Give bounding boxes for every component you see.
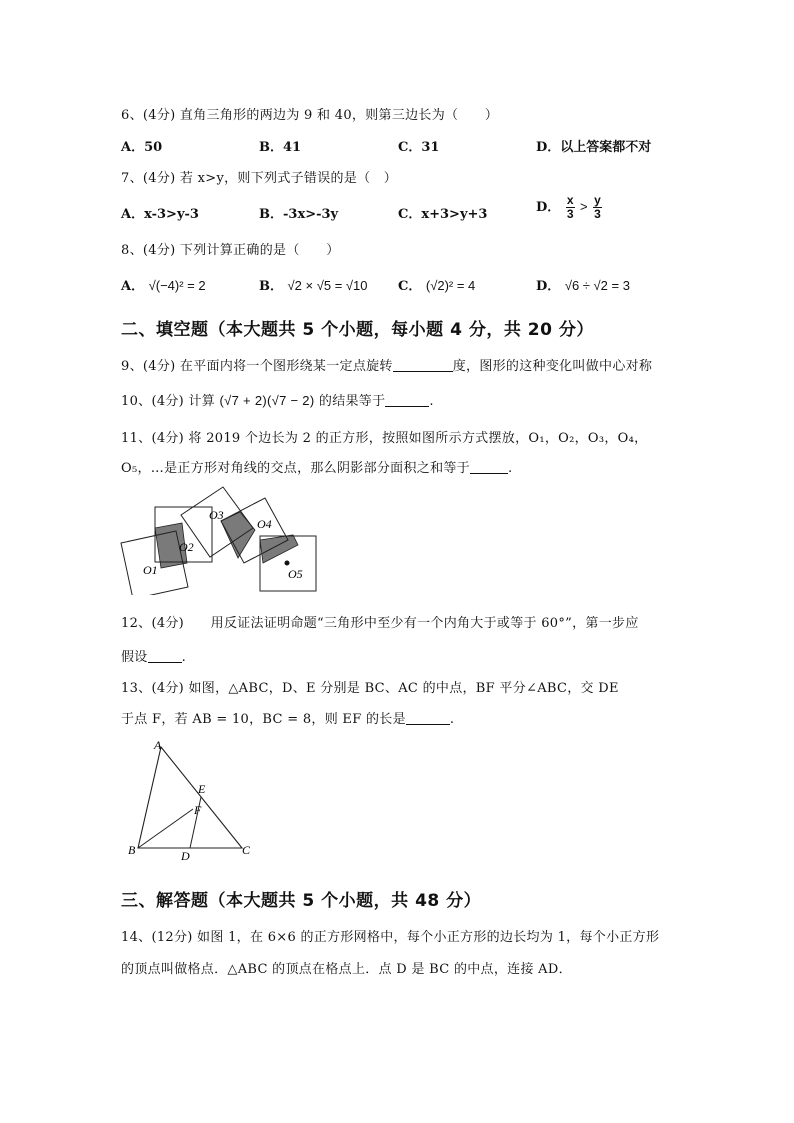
fraction-x-over-3: $\frac{x}{3}$: [566, 193, 574, 221]
answer-blank: [470, 461, 508, 474]
q6-option-b: B．41: [259, 140, 302, 155]
answer-blank: [385, 394, 429, 407]
question-11-line1: 11、(4分) 将 2019 个边长为 2 的正方形，按照如图所示方式摆放，O₁，O₂，O₃，O₄，: [121, 431, 648, 446]
center-dot-o5: [285, 561, 290, 566]
q8-option-a: A． √(−4)² = 2: [121, 278, 206, 294]
q7-option-a: A．x-3>y-3: [121, 207, 199, 222]
q7-option-b: B．-3x>-3y: [259, 207, 339, 222]
answer-blank: [406, 712, 450, 725]
label-d: D: [181, 849, 190, 863]
label-o5: O5: [288, 567, 303, 581]
q6-option-c: C．31: [398, 140, 440, 155]
label-c: C: [242, 843, 251, 857]
q8-option-c: C． (√2)² = 4: [398, 278, 476, 294]
q7-option-d: D． $\frac{x}{3}$ > $\frac{y}{3}$: [536, 193, 601, 221]
question-13-line2: 于点 F，若 AB = 10，BC = 8，则 EF 的长是 .: [121, 712, 455, 727]
triangle-abc: [138, 747, 242, 848]
segment-bf: [138, 809, 193, 848]
label-f: F: [194, 803, 202, 817]
label-b: B: [128, 843, 136, 857]
question-8-stem: 8、(4分) 下列计算正确的是（ ）: [121, 243, 340, 258]
q6-option-d: D．以上答案都不对: [536, 140, 652, 155]
label-o1: O1: [143, 563, 158, 577]
section-3-heading: 三、解答题（本大题共 5 个小题，共 48 分）: [121, 891, 482, 911]
label-o2: O2: [179, 540, 194, 554]
label-o4: O4: [257, 517, 272, 531]
q8-option-b: B． √2 × √5 = √10: [259, 278, 368, 294]
q6-option-a: A．50: [121, 140, 163, 155]
answer-blank: [393, 359, 453, 372]
squares-figure: [115, 485, 325, 595]
question-6-stem: 6、(4分) 直角三角形的两边为 9 和 40，则第三边长为（ ）: [121, 108, 499, 123]
triangle-figure: [124, 735, 264, 865]
question-10: 10、(4分) 计算 (√7 + 2)(√7 − 2) 的结果等于 .: [121, 393, 434, 409]
answer-blank: [148, 650, 182, 663]
question-13-line1: 13、(4分) 如图，△ABC，D、E 分别是 BC、AC 的中点，BF 平分∠ABC，交 DE: [121, 681, 619, 696]
label-o3: O3: [209, 508, 224, 522]
question-14-line2: 的顶点叫做格点．△ABC 的顶点在格点上．点 D 是 BC 的中点，连接 AD．: [121, 962, 572, 977]
shaded-region-3: [260, 535, 298, 563]
fraction-y-over-3: $\frac{y}{3}$: [594, 193, 601, 221]
question-11-line2: O₅，…是正方形对角线的交点，那么阴影部分面积之和等于 .: [121, 461, 513, 476]
question-7-stem: 7、(4分) 若 x>y，则下列式子错误的是（ ）: [121, 171, 398, 186]
question-9: 9、(4分) 在平面内将一个图形绕某一定点旋转 度，图形的这种变化叫做中心对称: [121, 359, 653, 374]
label-a: A: [154, 738, 162, 752]
q8-option-d: D． √6 ÷ √2 = 3: [536, 278, 630, 294]
question-12-line2: 假设 .: [121, 650, 187, 665]
q7-option-c: C．x+3>y+3: [398, 207, 488, 222]
label-e: E: [198, 782, 206, 796]
question-12-line1: 12、(4分) 用反证法证明命题“三角形中至少有一个内角大于或等于 60°”，第一步应: [121, 616, 639, 631]
question-14-line1: 14、(12分) 如图 1，在 6×6 的正方形网格中，每个小正方形的边长均为 1，每个小正方形: [121, 930, 660, 945]
section-2-heading: 二、填空题（本大题共 5 个小题，每小题 4 分，共 20 分）: [121, 320, 594, 340]
